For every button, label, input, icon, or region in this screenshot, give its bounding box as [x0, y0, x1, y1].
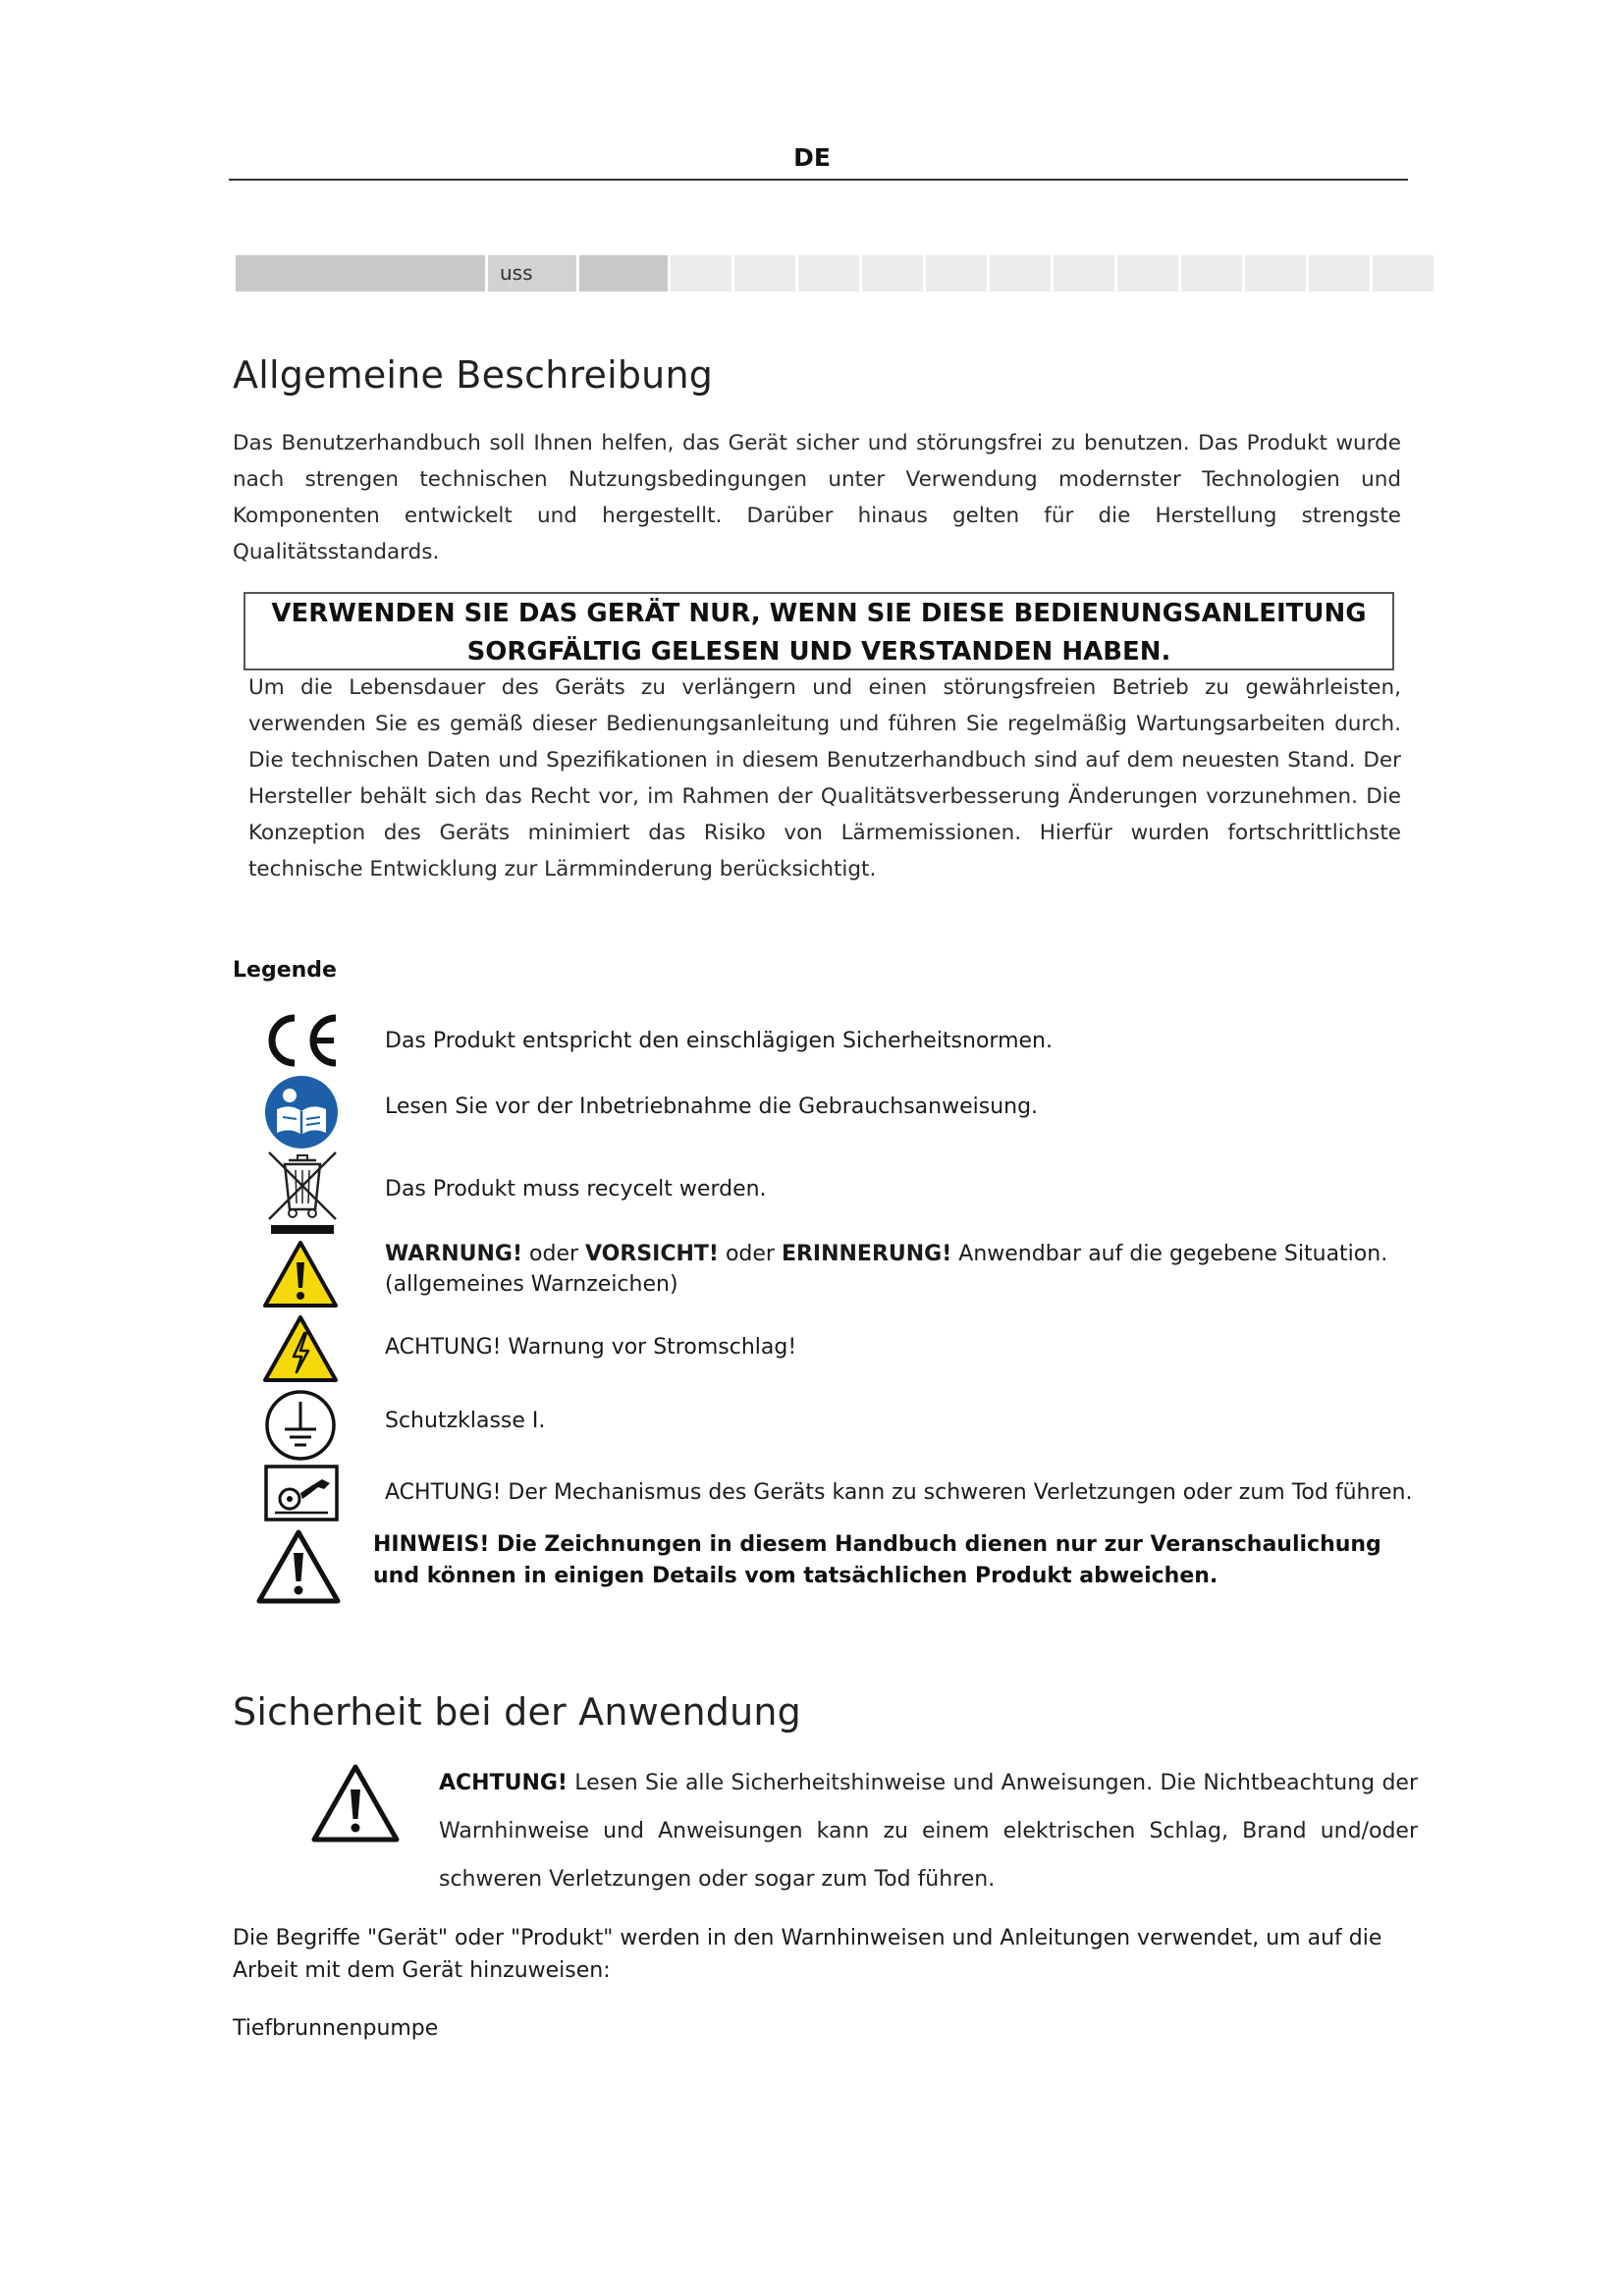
legend-recycle-text: Das Produkt muss recycelt werden. — [385, 1177, 767, 1201]
general-warning-subtitle: (allgemeines Warnzeichen) — [385, 1272, 678, 1297]
attention-label: ACHTUNG! — [439, 1771, 568, 1795]
or-text-1: oder — [522, 1242, 586, 1266]
tab-uss[interactable]: uss — [488, 255, 576, 292]
tab-11[interactable] — [1117, 255, 1178, 292]
safety-terms-paragraph: Die Begriffe "Gerät" oder "Produkt" werden in den Warnhinweisen und Anleitungen verwendet, um auf die Arbeit mit dem Gerät hinzuweisen: — [233, 1926, 1382, 1983]
attention-warning-icon — [310, 1762, 401, 1844]
device-name: Tiefbrunnenpumpe — [233, 2016, 439, 2041]
tab-13[interactable] — [1245, 255, 1306, 292]
legend-class1-text: Schutzklasse I. — [385, 1409, 546, 1433]
tab-7[interactable] — [862, 255, 923, 292]
general-intro-paragraph: Das Benutzerhandbuch soll Ihnen helfen, das Gerät sicher und störungsfrei zu benutzen. Das Produkt wurde nach strengen technischen Nutzungsbedingungen unter Verwendung modernster Technologien und Komponenten entwickelt und hergestellt. Darüber hinaus gelten für die Herstellung strengste Qualitätsstandards. — [233, 431, 1401, 564]
tab-8[interactable] — [926, 255, 987, 292]
section-title-safety: Sicherheit bei der Anwendung — [233, 1690, 801, 1734]
tab-12[interactable] — [1181, 255, 1242, 292]
general-body-paragraph: Um die Lebensdauer des Geräts zu verlängern und einen störungsfreien Betrieb zu gewährleisten, verwenden Sie es gemäß dieser Bedienungsanleitung und führen Sie regelmäßig Wartungsarbeiten durch. Die technischen Daten und Spezifikationen in diesem Benutzerhandbuch sind auf dem neuesten Stand. Der Hersteller behält sich das Recht vor, im Rahmen der Qualitätsverbesserung Änderungen vorzunehmen. Die Konzeption des Geräts minimiert das Risiko von Lärmemissionen. Hierfür wurden fortschrittlichste technische Entwicklung zur Lärmminderung berücksichtigt. — [248, 675, 1401, 881]
read-manual-warning-box — [244, 592, 1394, 670]
tab-15[interactable] — [1373, 255, 1434, 292]
applicable-text: Anwendbar auf die gegebene Situation. — [951, 1242, 1388, 1266]
warning-line-1: VERWENDEN SIE DAS GERÄT NUR, WENN SIE DIESE BEDIENUNGSANLEITUNG — [271, 599, 1367, 628]
general-warning-icon — [261, 1239, 340, 1309]
legend-mechanism-text: ACHTUNG! Der Mechanismus des Geräts kann zu schweren Verletzungen oder zum Tod führen. — [385, 1480, 1413, 1505]
tab-4[interactable] — [671, 255, 731, 292]
weee-crossed-bin-icon — [263, 1147, 342, 1235]
tab-10[interactable] — [1054, 255, 1114, 292]
protective-earth-icon — [263, 1388, 338, 1463]
legend-note-text: HINWEIS! Die Zeichnungen in diesem Handbuch dienen nur zur Veranschaulichung und können in einigen Details vom tatsächlichen Produkt abweichen. — [373, 1532, 1381, 1588]
read-manual-icon — [263, 1074, 340, 1150]
entanglement-hazard-icon — [263, 1464, 340, 1522]
legend-ce-text: Das Produkt entspricht den einschlägigen Sicherheitsnormen. — [385, 1029, 1053, 1053]
legend-manual-text: Lesen Sie vor der Inbetriebnahme die Gebrauchsanweisung. — [385, 1095, 1039, 1119]
note-warning-icon — [255, 1527, 342, 1606]
tab-3[interactable] — [579, 255, 668, 292]
ce-mark-icon — [263, 1012, 342, 1069]
legend-general-warning-text — [385, 1239, 1387, 1300]
or-text-2: oder — [718, 1242, 782, 1266]
section-title-general: Allgemeine Beschreibung — [233, 353, 714, 397]
tab-14[interactable] — [1309, 255, 1370, 292]
legend-title: Legende — [233, 958, 337, 983]
warning-word: WARNUNG! — [385, 1242, 523, 1266]
tab-5[interactable] — [734, 255, 795, 292]
electric-shock-icon — [261, 1313, 340, 1384]
tab-1[interactable] — [236, 255, 485, 292]
attention-body: Lesen Sie alle Sicherheitshinweise und Anweisungen. Die Nichtbeachtung der Warnhinweise und Anweisungen kann zu einem elektrischen Schlag, Brand und/oder schweren Verletzungen oder sogar zum Tod führen. — [439, 1771, 1418, 1892]
safety-attention-paragraph — [439, 1759, 1418, 1903]
legend-electric-text: ACHTUNG! Warnung vor Stromschlag! — [385, 1335, 797, 1360]
header-rule — [229, 179, 1408, 181]
reminder-word: ERINNERUNG! — [781, 1242, 952, 1266]
caution-word: VORSICHT! — [585, 1242, 719, 1266]
language-tab-strip — [236, 255, 1436, 292]
warning-line-2: SORGFÄLTIG GELESEN UND VERSTANDEN HABEN. — [466, 637, 1171, 667]
tab-6[interactable] — [798, 255, 859, 292]
page-language-label: DE — [793, 143, 831, 172]
tab-9[interactable] — [990, 255, 1051, 292]
